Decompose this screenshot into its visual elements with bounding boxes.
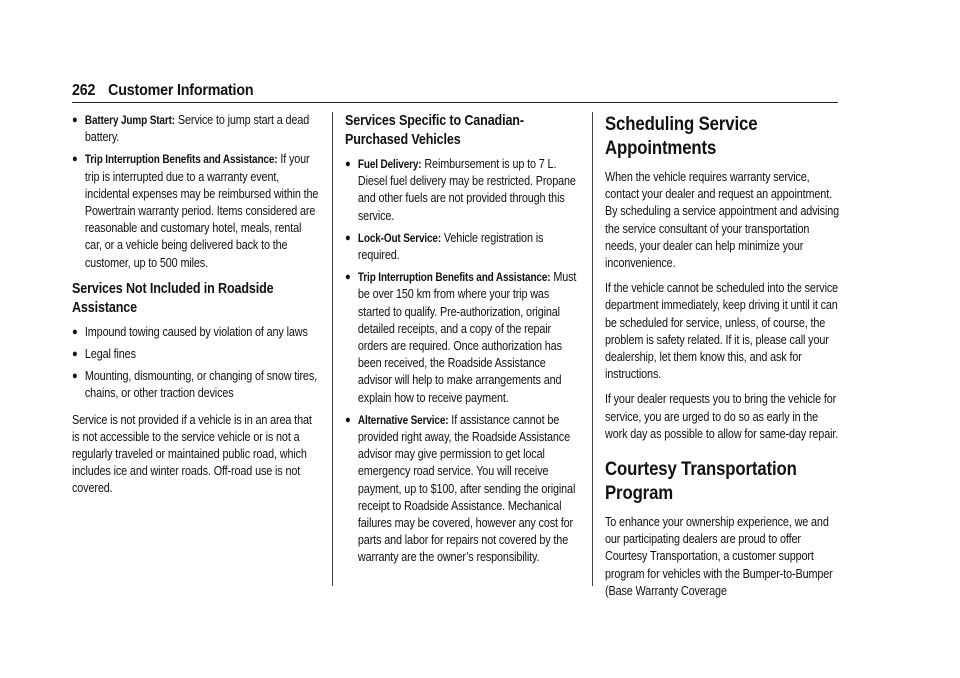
list-item: ● Alternative Service: If assistance cannot be provided right away, the Roadside Assistance advisor may give permission to get local emergency road service. You will receive payment, up to $100, after sending the original receipt to Roadside Assistance. Mechanical failures may be covered, however any cost for parts and labor for repairs not covered by the warranty are the owner’s responsibility.: [345, 412, 576, 565]
section-heading: Scheduling Service Appointments: [605, 113, 758, 159]
section-title: Customer Information: [108, 82, 254, 99]
list-item: ● Fuel Delivery: Reimbursement is up to 7 L. Diesel fuel delivery may be restricted. Propane and other fuels are not provided through this service.: [345, 157, 576, 223]
section-heading: Services Specific to Canadian-Purchased Vehicles: [345, 113, 524, 148]
roadside-bullets: [72, 112, 320, 272]
body-paragraph: If your dealer requests you to bring the vehicle for service, you are urged to do so as early in the work day as possible to allow for same-day repair.: [605, 392, 839, 441]
list-item: ● Lock-Out Service: Vehicle registration is required.: [345, 230, 544, 263]
bullet-icon: ●: [345, 158, 351, 170]
list-item: ● Trip Interruption Benefits and Assistance: Must be over 150 km from where your trip was started to qualify. Pre-authorization, original detailed receipts, and a copy of the repair orders are required. Once authorization has been received, the Roadside Assistance advisor will help to make arrangements and explain how to receive payment.: [345, 270, 577, 405]
body-paragraph: To enhance your ownership experience, we and our participating dealers are proud to offer Courtesy Transportation, a customer support program for vehicles with the Bumper-to-Bumper (Base Warranty Coverage: [605, 515, 833, 598]
column-2: [345, 112, 577, 572]
bullet-icon: ●: [72, 114, 78, 126]
bullet-icon: ●: [72, 348, 78, 361]
column-divider-1: [332, 112, 333, 586]
list-item: ● Trip Interruption Benefits and Assistance: If your trip is interrupted due to a warranty event, incidental expenses may be reimbursed within the Powertrain warranty period. Items considered are reasonable and customary hotel, meals, rental car, or a vehicle being delivered back to the customer, up to 500 miles.: [72, 152, 319, 270]
body-paragraph: If the vehicle cannot be scheduled into the service department immediately, keep driving it until it can be scheduled for service, unless, of course, the problem is safety related. If it is, please call your dealership, let them know this, and ask for instructions.: [605, 281, 839, 382]
list-item: ● Battery Jump Start: Service to jump start a dead battery.: [72, 113, 310, 145]
not-included-bullets: [72, 324, 320, 403]
bullet-icon: ●: [345, 271, 351, 284]
section-heading: Courtesy Transportation Program: [605, 458, 797, 505]
section-heading: Services Not Included in Roadside Assistance: [72, 280, 274, 316]
header-rule: [72, 102, 838, 103]
canadian-bullets: [345, 156, 577, 567]
list-item: ● Legal fines: [72, 346, 320, 363]
column-1: [72, 112, 320, 506]
list-item: ● Mounting, dismounting, or changing of snow tires, chains, or other traction devices: [72, 369, 317, 401]
body-paragraph: When the vehicle requires warranty service, contact your dealer and request an appointment. By scheduling a service appointment and advising the service consultant of your transportation needs, your dealer can help minimize your inconvenience.: [605, 170, 840, 271]
bullet-icon: ●: [72, 370, 78, 383]
column-3: [605, 112, 841, 608]
page-number: 262: [72, 82, 96, 99]
bullet-icon: ●: [72, 325, 78, 338]
list-item: ● Impound towing caused by violation of any laws: [72, 324, 320, 341]
bullet-icon: ●: [345, 231, 351, 244]
bullet-icon: ●: [345, 413, 351, 426]
bullet-icon: ●: [72, 153, 78, 166]
body-paragraph: Service is not provided if a vehicle is in an area that is not accessible to the service vehicle or is not a regularly traveled or maintained public road, which includes ice and winter roads. Off-road use is not covered.: [72, 412, 312, 496]
column-divider-2: [592, 112, 593, 586]
page-header: [72, 82, 253, 100]
